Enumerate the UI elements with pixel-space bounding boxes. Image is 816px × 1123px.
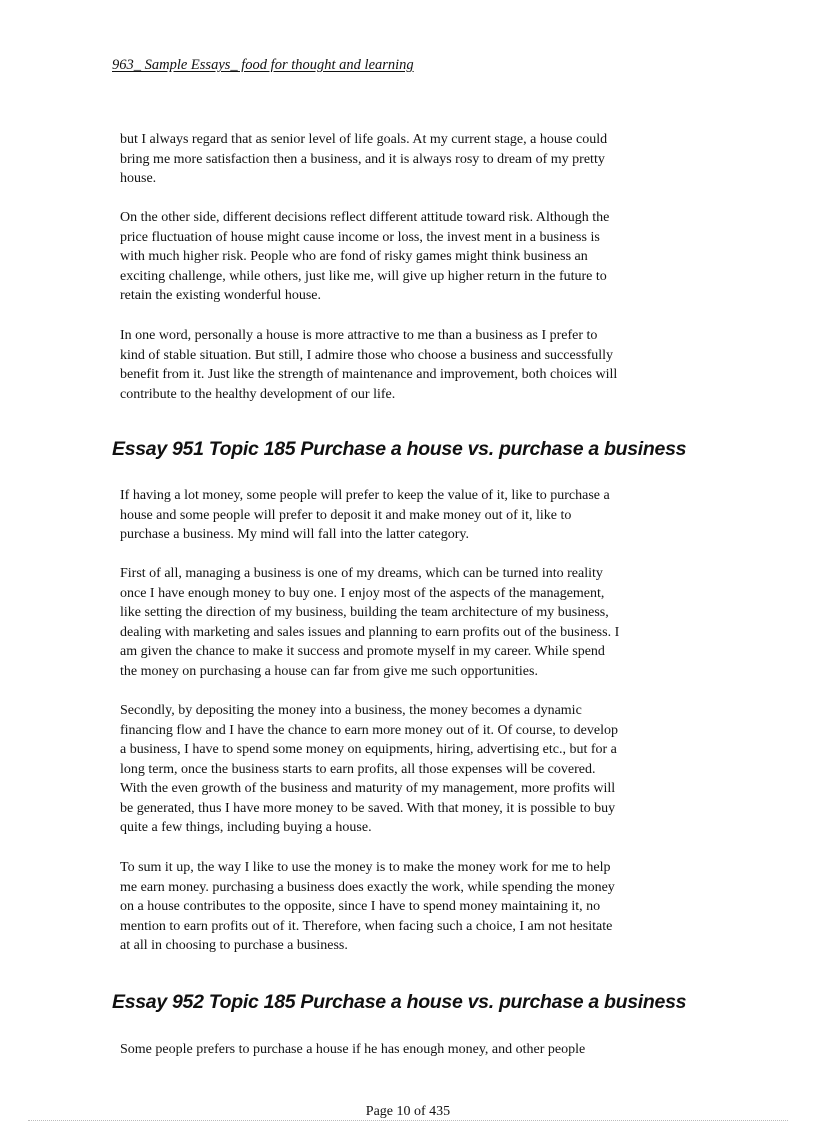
text-line: at all in choosing to purchase a business. [120, 938, 348, 953]
essay-heading: Essay 952 Topic 185 Purchase a house vs. purchase a business [112, 991, 687, 1013]
text-line: contribute to the healthy development of our life. [120, 386, 396, 402]
text-line: First of all, managing a business is one of my dreams, which can be turned into reality [120, 566, 603, 581]
text-line: am given the chance to make it success and promote myself in my career. While spend [120, 644, 605, 659]
text-line: exciting challenge, while others, just like me, will give up higher return in the future to [120, 268, 607, 284]
essay-heading: Essay 951 Topic 185 Purchase a house vs. purchase a business [112, 438, 687, 460]
text-line: Secondly, by depositing the money into a business, the money becomes a dynamic [120, 703, 582, 718]
page-number: Page 10 of 435 [365, 1104, 451, 1119]
paragraph [120, 130, 700, 189]
text-line: If having a lot money, some people will prefer to keep the value of it, like to purchase a [120, 488, 610, 503]
text-line: house and some people will prefer to deposit it and make money out of it, like to [120, 507, 572, 523]
text-line: me earn money. purchasing a business does exactly the work, while spending the money [120, 879, 615, 895]
text-line: like setting the direction of my business, building the team architecture of my business, [120, 605, 609, 620]
paragraph [120, 858, 700, 956]
paragraph [120, 208, 700, 306]
text-line: On the other side, different decisions reflect different attitude toward risk. Although the [120, 210, 610, 225]
text-line: price fluctuation of house might cause income or loss, the invest ment in a business is [120, 229, 600, 245]
text-line: long term, once the business starts to earn profits, all those expenses will be covered. [120, 761, 596, 777]
text-line: To sum it up, the way I like to use the money is to make the money work for me to help [120, 860, 611, 875]
text-line: dealing with marketing and sales issues and planning to earn profits out of the business. I [120, 624, 620, 640]
text-line: financing flow and I have the chance to earn more money out of it. Of course, to develop [120, 722, 618, 738]
text-line: kind of stable situation. But still, I admire those who choose a business and successfully [120, 347, 614, 363]
text-line: mention to earn profits out of it. Therefore, when facing such a choice, I am not hesitate [120, 918, 613, 934]
paragraph [120, 1040, 700, 1060]
text-line: benefit from it. Just like the strength of maintenance and improvement, both choices will [120, 367, 618, 382]
paragraph [120, 326, 700, 404]
paragraph [120, 564, 700, 681]
text-line: quite a few things, including buying a house. [120, 820, 372, 835]
text-line: purchase a business. My mind will fall into the latter category. [120, 527, 470, 542]
text-line: In one word, personally a house is more attractive to me than a business as I prefer to [120, 328, 598, 343]
text-line: a business, I have to spend some money on equipments, hiring, advertising etc., but for a [120, 742, 617, 757]
text-line: with much higher risk. People who are fond of risky games might think business an [120, 249, 588, 264]
text-line: be generated, thus I have more money to be saved. With that money, it is possible to buy [120, 800, 616, 816]
text-line: the money on purchasing a house can far from give me such opportunities. [120, 663, 538, 679]
text-line: retain the existing wonderful house. [120, 288, 322, 303]
footer-divider [28, 1120, 788, 1121]
text-line: once I have enough money to buy one. I enjoy most of the aspects of the management, [120, 585, 605, 601]
running-header: 963_ Sample Essays_ food for thought and learning [112, 57, 414, 73]
text-line: Some people prefers to purchase a house if he has enough money, and other people [120, 1042, 586, 1057]
text-line: house. [120, 171, 157, 186]
text-line: With the even growth of the business and maturity of my management, more profits will [120, 781, 616, 796]
text-line: bring me more satisfaction then a business, and it is always rosy to dream of my pretty [120, 151, 605, 167]
text-line: on a house contributes to the opposite, since I have to spend money maintaining it, no [120, 899, 601, 914]
paragraph [120, 486, 700, 545]
text-line: but I always regard that as senior level of life goals. At my current stage, a house could [120, 132, 608, 147]
paragraph [120, 701, 700, 838]
